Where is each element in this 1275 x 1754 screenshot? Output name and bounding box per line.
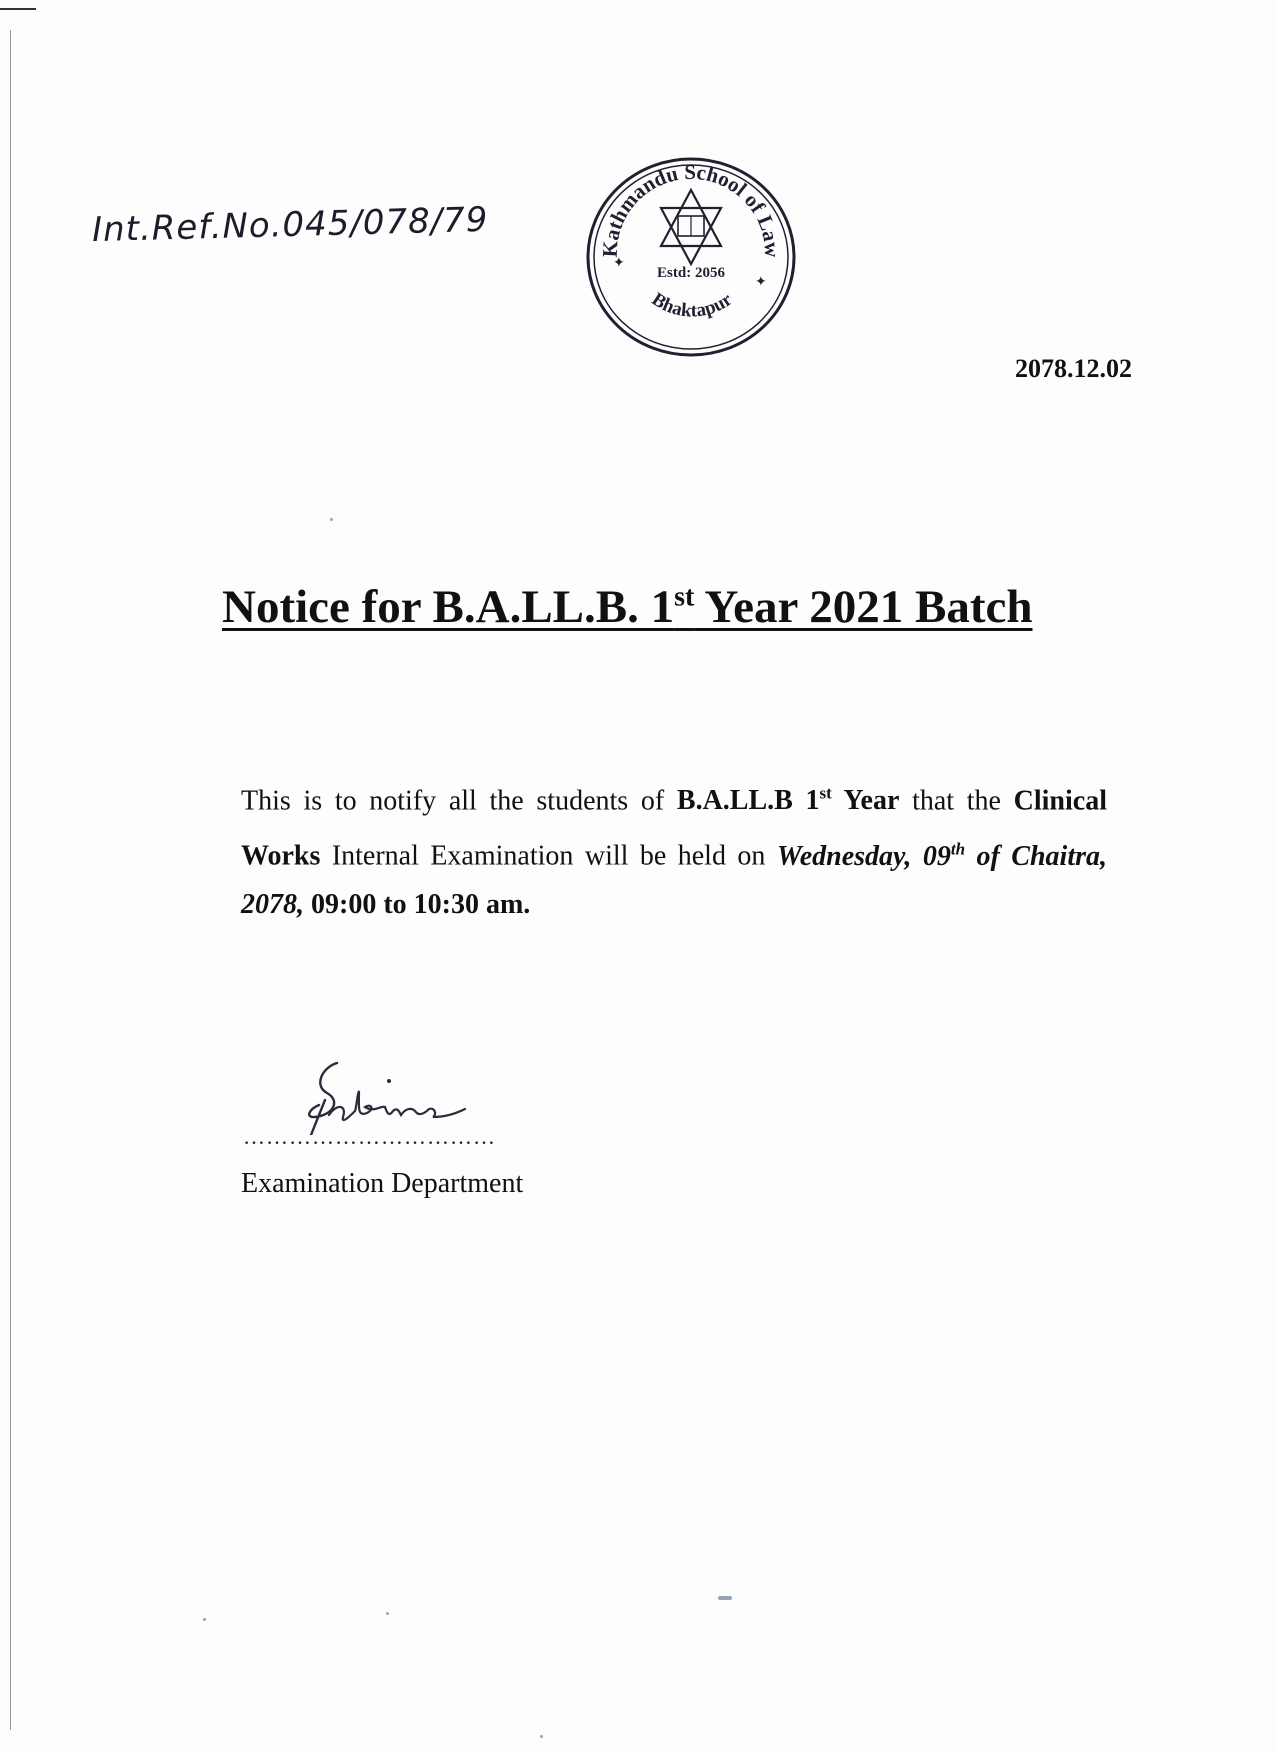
scan-speck bbox=[386, 1612, 389, 1615]
scan-mark bbox=[0, 8, 36, 10]
scan-speck bbox=[718, 1596, 732, 1600]
notice-body: This is to notify all the students of B.A.LL.B 1st Year that the Clinical Works Internal Examination will be held on Wednesday, 09th of Chaitra, 2078, 09:00 to 10:30 am. bbox=[241, 784, 1107, 920]
scan-edge bbox=[10, 30, 11, 1730]
scan-speck bbox=[203, 1618, 206, 1621]
scan-speck bbox=[330, 518, 333, 521]
seal-arc-top: Kathmandu School of Law bbox=[597, 159, 785, 258]
notice-date: 2078.12.02 bbox=[1015, 354, 1132, 383]
signature-line: …………………………… bbox=[243, 1124, 496, 1149]
seal-arc-bottom: Bhaktapur bbox=[647, 288, 737, 322]
department-name: Examination Department bbox=[241, 1168, 524, 1199]
seal-established: Estd: 2056 bbox=[657, 265, 725, 281]
seal-star-right-icon: ✦ bbox=[755, 275, 767, 290]
handwritten-signature bbox=[285, 1055, 485, 1135]
notice-title: Notice for B.A.LL.B. 1st Year 2021 Batch bbox=[222, 581, 1033, 633]
scan-speck bbox=[540, 1735, 543, 1738]
school-seal bbox=[581, 152, 801, 362]
seal-star-left-icon: ✦ bbox=[613, 256, 625, 271]
reference-number: Int.Ref.No.045/078/79 bbox=[91, 199, 489, 251]
